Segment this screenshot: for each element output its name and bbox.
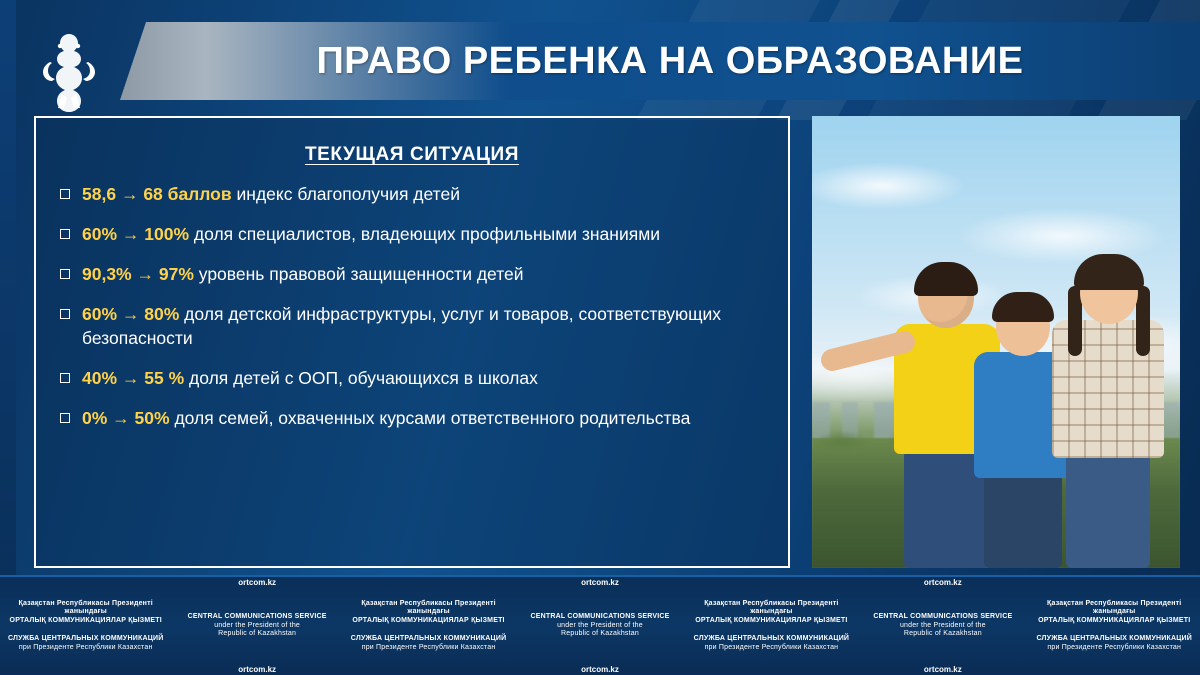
footer-site-block: [857, 577, 1028, 675]
footer-site-url[interactable]: ortcom.kz: [581, 577, 619, 587]
list-item-text: [82, 262, 524, 287]
footer-org-block: [0, 577, 171, 675]
arrow-icon: →: [121, 368, 140, 389]
footer-en-line3: Republic of Kazakhstan: [218, 630, 297, 638]
footer-kz-line2: ОРТАЛЫҚ КОММУНИКАЦИЯЛАР ҚЫЗМЕТІ: [1038, 617, 1191, 625]
child-right-braid-right: [1136, 286, 1150, 356]
footer-kz-line1: Қазақстан Республикасы Президенті жанындағы: [1047, 599, 1182, 616]
footer-org-block: [343, 577, 514, 675]
footer-en-text: [188, 613, 327, 639]
arrow-icon: →: [121, 303, 140, 324]
list-item: [60, 222, 764, 247]
children-photo: [812, 116, 1180, 568]
footer-ru-line2: при Президенте Республики Казахстан: [704, 643, 839, 651]
list-item-description: уровень правовой защищенности детей: [193, 263, 524, 284]
footer-kz-line1: Қазақстан Республикасы Президенті жанындағы: [361, 599, 496, 616]
square-bullet-icon: [60, 229, 70, 239]
footer-ru-text: [694, 635, 850, 653]
footer-en-line3: Republic of Kazakhstan: [903, 630, 982, 638]
footer-en-line1: CENTRAL COMMUNICATIONS SERVICE: [530, 612, 670, 620]
footer-kz-line1: Қазақстан Республикасы Президенті жанындағы: [704, 599, 839, 616]
left-accent-bar: [0, 0, 16, 675]
footer-en-line2: under the President of the: [557, 621, 643, 629]
list-item-text: [82, 406, 690, 431]
footer-kz-text: [349, 600, 508, 626]
list-item: [60, 406, 764, 431]
arrow-icon: →: [112, 408, 130, 429]
page-title: ПРАВО РЕБЕНКА НА ОБРАЗОВАНИЕ: [316, 39, 1024, 82]
arrow-icon: →: [120, 184, 139, 204]
value-to: 50%: [134, 408, 170, 429]
footer-site-url[interactable]: ortcom.kz: [238, 665, 277, 675]
value-from: 60%: [82, 223, 118, 244]
footer-site-url[interactable]: ortcom.kz: [923, 665, 962, 675]
footer-kz-line2: ОРТАЛЫҚ КОММУНИКАЦИЯЛАР ҚЫЗМЕТІ: [352, 617, 505, 625]
value-to: 80%: [144, 303, 180, 324]
footer-ru-text: [351, 635, 507, 653]
square-bullet-icon: [60, 373, 70, 383]
footer-ru-line1: СЛУЖБА ЦЕНТРАЛЬНЫХ КОММУНИКАЦИЙ: [693, 634, 850, 642]
list-item-description: доля семей, охваченных курсами ответственного родительства: [169, 408, 691, 429]
footer-ru-line2: при Президенте Республики Казахстан: [361, 643, 496, 651]
list-item-text: [82, 182, 460, 207]
value-from: 60%: [82, 303, 118, 324]
panel-title: ТЕКУЩАЯ СИТУАЦИЯ: [304, 144, 520, 165]
list-item-description: доля детской инфраструктуры, услуг и товаров, соответствующих безопасности: [82, 303, 722, 349]
current-situation-panel: [34, 116, 790, 568]
footer-org-block: [686, 577, 857, 675]
footer-ru-line2: при Президенте Республики Казахстан: [1047, 643, 1182, 651]
footer-ru-line1: СЛУЖБА ЦЕНТРАЛЬНЫХ КОММУНИКАЦИЙ: [7, 634, 164, 642]
square-bullet-icon: [60, 269, 70, 279]
value-to: 100%: [144, 223, 190, 244]
indicator-list: [56, 182, 768, 431]
footer-en-line2: under the President of the: [214, 621, 301, 629]
footer-kz-text: [6, 600, 165, 626]
footer-kz-text: [1035, 600, 1194, 626]
footer-en-line2: under the President of the: [899, 621, 986, 629]
footer-kz-text: [692, 600, 851, 626]
list-item: [60, 366, 764, 391]
list-item-text: [82, 222, 660, 247]
child-right: [1040, 262, 1176, 568]
square-bullet-icon: [60, 189, 70, 199]
footer-kz-line1: Қазақстан Республикасы Президенті жанындағы: [18, 599, 153, 616]
footer-en-line1: CENTRAL COMMUNICATIONS SERVICE: [187, 612, 327, 620]
value-from: 90,3%: [82, 263, 132, 284]
list-item-text: [82, 302, 764, 352]
footer-en-line3: Republic of Kazakhstan: [561, 630, 639, 638]
footer-en-line1: CENTRAL COMMUNICATIONS SERVICE: [873, 612, 1013, 620]
list-item: [60, 182, 764, 207]
slide-footer: [0, 575, 1200, 675]
list-item: [60, 302, 764, 352]
arrow-icon: →: [121, 223, 140, 244]
child-right-legs: [1066, 454, 1150, 568]
value-to: 68 баллов: [143, 184, 232, 204]
footer-org-block: [1029, 577, 1200, 675]
list-item-description: доля детей с ООП, обучающихся в школах: [184, 368, 538, 389]
arrow-icon: →: [136, 263, 154, 284]
footer-site-block: [171, 577, 342, 675]
footer-ru-line2: при Президенте Республики Казахстан: [18, 643, 153, 651]
footer-ru-line1: СЛУЖБА ЦЕНТРАЛЬНЫХ КОММУНИКАЦИЙ: [1036, 634, 1193, 642]
footer-site-url[interactable]: ortcom.kz: [238, 577, 277, 587]
value-from: 0%: [82, 408, 108, 429]
footer-en-text: [873, 613, 1012, 639]
slide-header: [0, 22, 1200, 100]
list-item-text: [82, 366, 538, 391]
footer-kz-line2: ОРТАЛЫҚ КОММУНИКАЦИЯЛАР ҚЫЗМЕТІ: [695, 617, 848, 625]
square-bullet-icon: [60, 413, 70, 423]
list-item: [60, 262, 764, 287]
value-to: 97%: [158, 263, 194, 284]
value-from: 40%: [82, 368, 118, 389]
footer-site-block: [514, 577, 685, 675]
value-from: 58,6: [82, 184, 117, 204]
footer-ru-text: [8, 635, 164, 653]
kazakhstan-emblem-icon: [30, 30, 108, 116]
footer-site-url[interactable]: ortcom.kz: [581, 665, 619, 675]
footer-ru-line1: СЛУЖБА ЦЕНТРАЛЬНЫХ КОММУНИКАЦИЙ: [350, 634, 507, 642]
list-item-description: доля специалистов, владеющих профильными знаниями: [189, 223, 661, 244]
footer-kz-line2: ОРТАЛЫҚ КОММУНИКАЦИЯЛАР ҚЫЗМЕТІ: [9, 617, 162, 625]
footer-site-url[interactable]: ortcom.kz: [923, 577, 962, 587]
list-item-description: индекс благополучия детей: [231, 184, 460, 204]
square-bullet-icon: [60, 309, 70, 319]
value-to: 55 %: [144, 368, 185, 389]
footer-ru-text: [1036, 635, 1192, 653]
footer-en-text: [530, 613, 669, 639]
